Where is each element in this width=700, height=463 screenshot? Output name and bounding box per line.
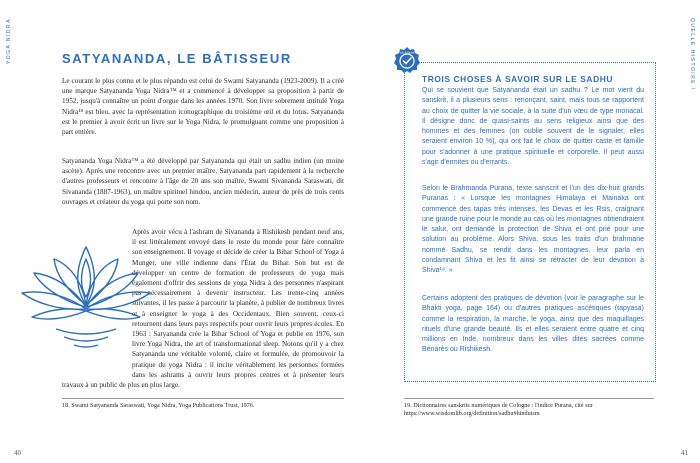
lotus-icon [16,239,156,359]
footnote-19: 19. Dictionnaires sanskrits numériques de Cologne : l'indice Purana, cité sur https://www.wisdomlib.org/definition/sadhu#hinduism [404,398,654,418]
paragraph-1: Le courant le plus connu et le plus répandu est celui de Swami Satyananda (1923-2009). Il a créé une marque Satyananda Yoga Nidra™ et a commencé à développer sa proposition à partir de 1952, jusqu'à connaître un point d'orgue dans les années 1970. Son livre sobrement intitulé Yoga Nidra¹⁸ est bleu, avec la représentation iconographique du troisième œil et du lotus. Satyananda est le premier à avoir écrit un livre sur le Yoga Nidra, le promulguant comme une proposition à part entière. [62,77,344,137]
running-head-right: QUELLE HISTOIRE ! [689,18,695,91]
page-number-left: 40 [14,449,21,457]
box-paragraph-1: Qui se souvient que Satyananda était un sadhu ? Le mot vient du sanskrit, il a plusieurs sens : renonçant, saint, mais tous se rapportent au choix de quitter la vie sociale, à la suite d'un vœu de type monacal. Il désigne donc de quasi-saints au sens religieux ainsi que des hommes et des femmes (on oublie souvent de le signaler, elles seraient environ 10 %), qui ont fait le choix de quitter caste et famille pour s'adonner à une pratique spirituelle et corporelle. Il peut aussi s'agir d'ermites ou d'errants. [422,87,644,167]
running-head-left: YOGA NIDRA [6,18,12,65]
page-title: SATYANANDA, LE BÂTISSEUR [62,51,292,66]
box-title: TROIS CHOSES À SAVOIR SUR LE SADHU [422,74,614,84]
paragraph-3-block [62,227,344,390]
badge-label: Voir & Savoir [399,51,415,55]
check-badge-icon [393,46,421,74]
box-paragraph-2: Selon le Brahmanda Purana, texte sanscrit et l'un des dix-huit grands Puranas : « Lorsque les montagnes Himalaya et Mainaka ont commencé des tapas très intenses, les Devas et les Rsis, craignant une grande ruine pour le monde au cas où les montagnes obtiendraient le salut, ont demandé la protection de Shiva et ont prié pour une solution au problème. Alors Shiva, sous les traits d'un brahmane nommé Sadhu, se rendit dans les montagnes, leur parla en condamnant Shiva et les fit ainsi se rétracter de leur dévotion à Shiva¹⁹. » [422,185,644,275]
paragraph-3: Après avoir vécu à l'ashram de Sivananda à Rishikesh pendant neuf ans, il est littéralement envoyé dans le reste du monde pour faire connaître son enseignement. Il voyage et décide de créer la Bihar School of Yoga à Munger, une ville indienne dans l'État du Bihar. Son but est de développer un centre de formation de professeurs de yoga mais également d'offrir des sessions de yoga Nidra à des personnes n'aspirant pas nécessairement à devenir instructeur. Les trente-cinq années suivantes, il les passe à parcourir la planète, à publier de nombreux livres et à enseigner le yoga à des Occidentaux. Bien souvent, ceux-ci retournent dans leurs pays respectifs pour ouvrir leurs propres écoles. En 1963 : Satyananda crée la Bihar School of Yoga et publie en 1976, son livre Yoga Nidra, the art of transformational sleep. Notons qu'il y a chez Satyananda une véritable volonté, claire et formulée, de promouvoir la pratique du yoga Nidra : il incite véritablement les personnes formées dans les ashrams à ouvrir leurs propres centres et à présenter leurs travaux à un public de plus en plus large. [62,228,344,390]
page-number-right: 41 [681,449,688,457]
footnote-18: 18. Swami Satyananda Saraswati, Yoga Nidra, Yoga Publications Trust, 1976. [62,398,344,410]
box-paragraph-3: Certains adoptent des pratiques de dévotion (voir le paragraphe sur le Bhakti yoga, page 164) ou d'autres pratiques ascétiques (tapyasa) comme la respiration, la marche, le yoga, ainsi que des maquillages rituels d'une grande beauté. Ils et elles seraient entre quatre et cinq millions en Inde, nombreux dans les villes dites sacrées comme Bénarès ou Rishikesh. [422,295,644,354]
paragraph-2: Satyananda Yoga Nidra™ a été développé par Satyananda qui était un sadhu indien (un moine ascète). Après une rencontre avec un premier maître, Satyananda part rapidement à la recherche d'autres professeurs et rencontre à l'âge de 20 ans son maître, Swami Sivananda Saraswati, dit Sivananda (1887-1963), un maître spirituel hindou, ancien médecin, auteur de près de trois cents ouvrages et créateur du yoga qui porte son nom. [62,157,344,206]
